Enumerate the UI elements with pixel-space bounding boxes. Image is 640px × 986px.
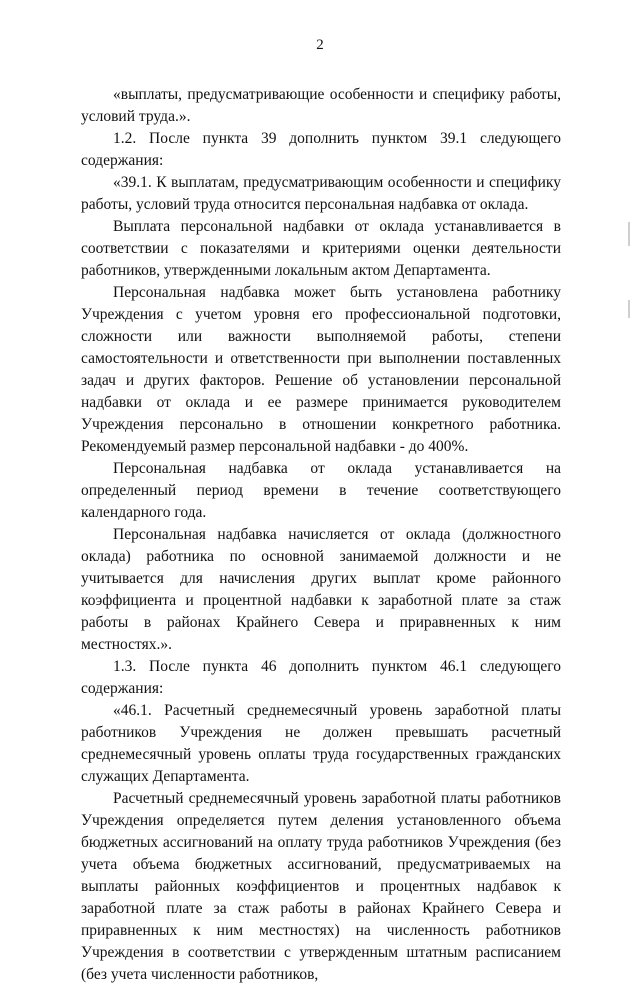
paragraph-3: «39.1. К выплатам, предусматривающим особенности и специфику работы, условий труда относится персональная надбавка от оклада. (81, 174, 561, 213)
page-number: 2 (316, 37, 324, 53)
paragraph-10: Расчетный среднемесячный уровень заработной платы работников Учреждения определяется путем деления установленного объема бюджетных ассигнований на оплату труда работников Учреждения (без учета объема бюджетных ассигнований, предусматриваемых на выплаты районных коэффициентов и процентных надбавок к заработной плате за стаж работы в районах Крайнего Севера и приравненных к ним местностях) на численность работников Учреждения в соответствии с утвержденным штатным расписанием (без учета численности работников, (81, 790, 561, 983)
scan-margin-mark (628, 222, 630, 246)
paragraph-6: Персональная надбавка от оклада устанавливается на определенный период времени в течение соответствующего календарного года. (81, 460, 561, 521)
paragraph-2: 1.2. После пункта 39 дополнить пунктом 39.1 следующего содержания: (81, 130, 561, 169)
paragraph-5: Персональная надбавка может быть установлена работнику Учреждения с учетом уровня его профессиональной подготовки, сложности или важности выполняемой работы, степени самостоятельности и ответственности при выполнении поставленных задач и других факторов. Решение об установлении персональной надбавки от оклада и ее размере принимается руководителем Учреждения персонально в отношении конкретного работника. Рекомендуемый размер персональной надбавки - до 400%. (81, 284, 561, 455)
paragraph-8: 1.3. После пункта 46 дополнить пунктом 46.1 следующего содержания: (81, 658, 561, 697)
document-body (81, 84, 561, 986)
paragraph-4: Выплата персональной надбавки от оклада устанавливается в соответствии с показателями и критериями оценки деятельности работников, утвержденными локальным актом Департамента. (81, 218, 561, 279)
paragraph-9: «46.1. Расчетный среднемесячный уровень заработной платы работников Учреждения не должен превышать расчетный среднемесячный уровень оплаты труда государственных гражданских служащих Департамента. (81, 702, 561, 785)
scan-margin-mark (628, 300, 630, 318)
paragraph-7: Персональная надбавка начисляется от оклада (должностного оклада) работника по основной занимаемой должности и не учитывается для начисления других выплат кроме районного коэффициента и процентной надбавки к заработной плате за стаж работы в районах Крайнего Севера и приравненных к ним местностях.». (81, 526, 561, 653)
paragraph-1: «выплаты, предусматривающие особенности и специфику работы, условий труда.». (81, 86, 561, 125)
